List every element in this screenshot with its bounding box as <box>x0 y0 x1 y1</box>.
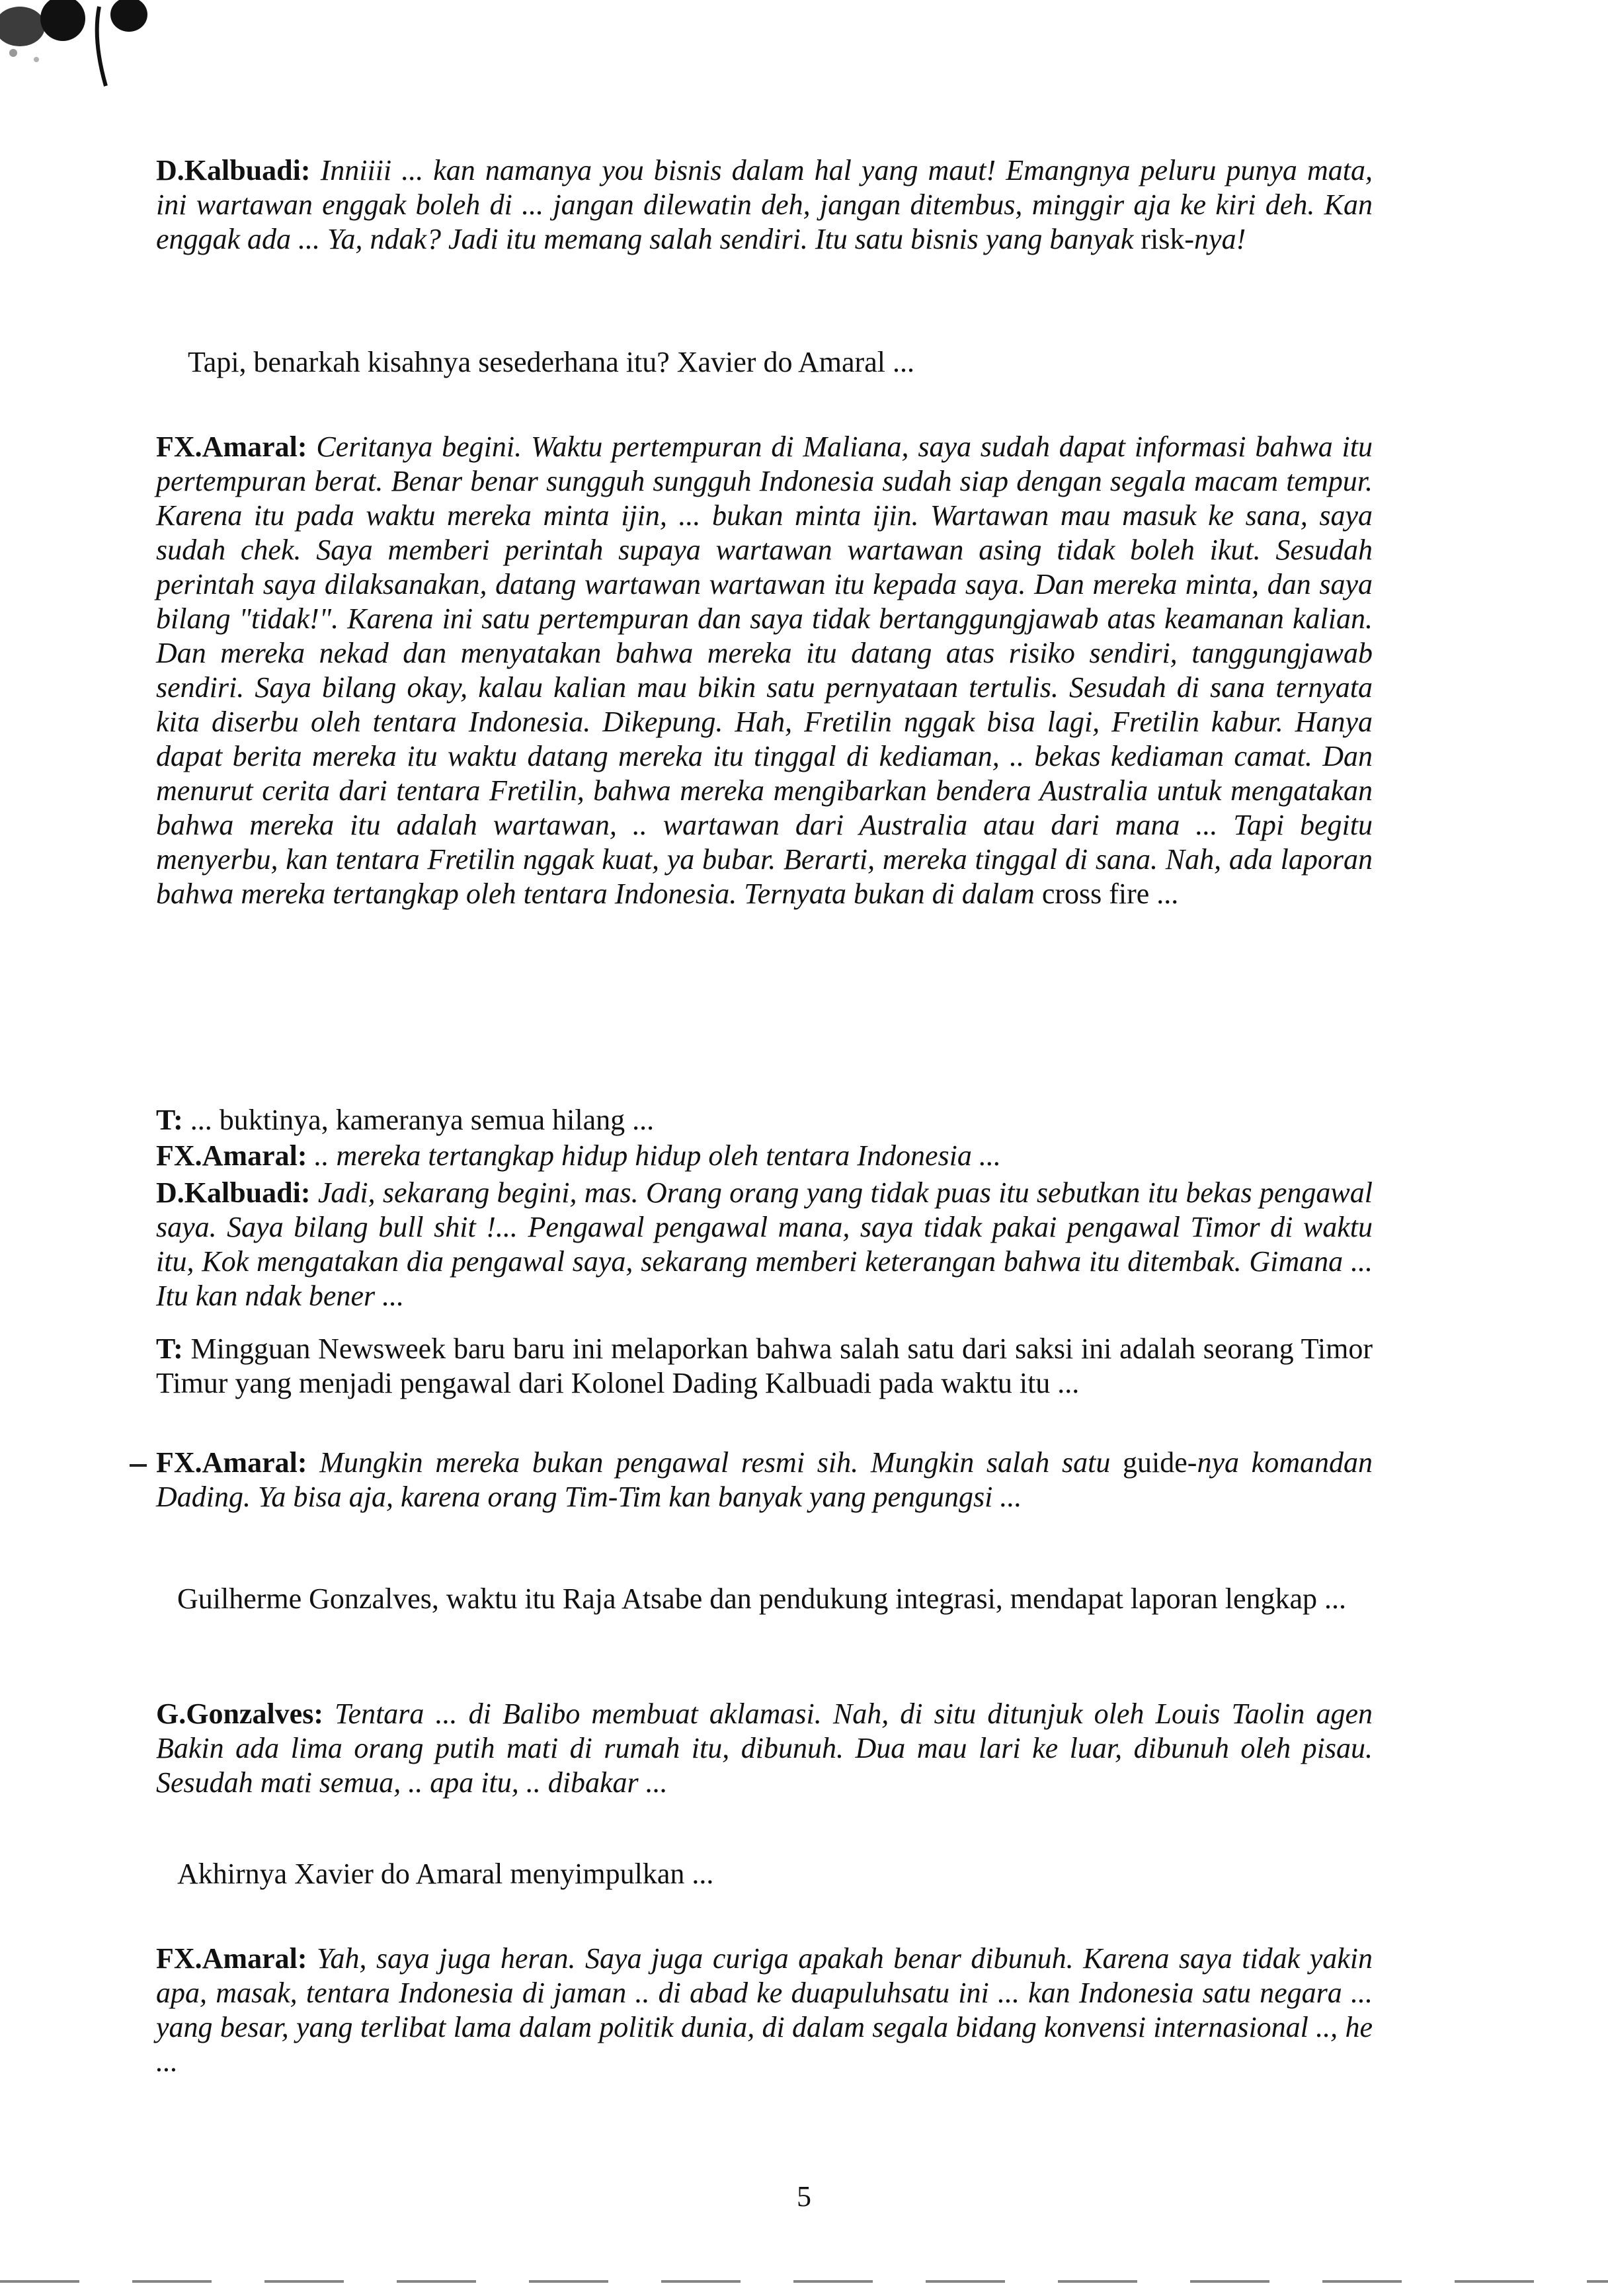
speaker-label: FX.Amaral: <box>156 1139 307 1172</box>
speaker-label: T: <box>156 1332 183 1365</box>
speaker-label: G.Gonzalves: <box>156 1698 323 1730</box>
speaker-label: D.Kalbuadi: <box>156 1176 311 1209</box>
speech-text: Jadi, sekarang begini, mas. Orang orang yang tidak puas itu sebutkan itu bekas pengawal saya. Saya bilang bull shit !... Pengawal pengawal mana, saya tidak pakai pengawal Timor di waktu itu, Kok mengatakan dia pengawal saya, sekarang memberi keterangan bahwa itu ditembak. Gimana ... Itu kan ndak bener ... <box>156 1176 1373 1312</box>
speech-text: Yah, saya juga heran. Saya juga curiga apakah benar dibunuh. Karena saya tidak yakin apa, masak, tentara Indonesia di jaman .. di abad ke duapuluhsatu ini ... kan Indonesia satu negara ... yang besar, yang terlibat lama dalam politik dunia, di dalam segala bidang konvensi internasional .., he ... <box>156 1942 1373 2078</box>
narration-3: Akhirnya Xavier do Amaral menyimpulkan ... <box>177 1858 714 1890</box>
page-number: 5 <box>797 2180 811 2213</box>
paragraph-t-1 <box>156 1103 1373 1137</box>
paragraph-amaral-1 <box>156 430 1373 911</box>
speech-text: Mungkin mereka bukan pengawal resmi sih. Mungkin salah satu <box>307 1446 1123 1479</box>
speaker-label: FX.Amaral: <box>156 430 307 463</box>
paragraph-gonzalves-1 <box>156 1697 1373 1800</box>
speech-text-suffix: -nya komandan Dading. Ya bisa aja, karena orang Tim-Tim kan banyak yang pengungsi ... <box>156 1446 1373 1513</box>
narration-2: Guilherme Gonzalves, waktu itu Raja Atsabe dan pendukung integrasi, mendapat laporan lengkap ... <box>177 1582 1347 1615</box>
speech-text: Ceritanya begini. Waktu pertempuran di Maliana, saya sudah dapat informasi bahwa itu pertempuran berat. Benar benar sungguh sungguh Indonesia sudah siap dengan segala macam tempur. Karena itu pada waktu mereka minta ijin, ... bukan minta ijin. Wartawan mau masuk ke sana, saya sudah chek. Saya memberi perintah supaya wartawan wartawan asing tidak boleh ikut. Sesudah perintah saya dilaksanakan, datang wartawan wartawan itu kepada saya. Dan mereka minta, dan saya bilang "tidak!". Karena ini satu pertempuran dan saya tidak bertanggungjawab atas keamanan kalian. Dan mereka nekad dan menyatakan bahwa mereka itu datang atas risiko sendiri, tanggungjawab sendiri. Saya bilang okay, kalau kalian mau bikin satu pernyataan tertulis. Sesudah di sana ternyata kita diserbu oleh tentara Indonesia. Dikepung. Hah, Fretilin nggak bisa lagi, Fretilin kabur. Hanya dapat berita mereka itu waktu datang mereka itu tinggal di kediaman, .. bekas kediaman camat. Dan menurut cerita dari tentara Fretilin, bahwa mereka mengibarkan bendera Australia untuk mengatakan bahwa mereka itu adalah wartawan, .. wartawan dari Australia atau dari mana ... Tapi begitu menyerbu, kan tentara Fretilin nggak kuat, ya bubar. Berarti, mereka tinggal di sana. Nah, ada laporan bahwa mereka tertangkap oleh tentara Indonesia. Ternyata bukan di dalam <box>156 430 1373 910</box>
speech-text: ... buktinya, kameranya semua hilang ... <box>182 1104 655 1136</box>
speech-text: Mingguan Newsweek baru baru ini melaporkan bahwa salah satu dari saksi ini adalah seorang Timor Timur yang menjadi pengawal dari Kolonel Dading Kalbuadi pada waktu itu ... <box>156 1332 1373 1399</box>
speaker-label: T: <box>156 1104 183 1136</box>
speaker-label: FX.Amaral: <box>156 1942 307 1975</box>
paragraph-amaral-3 <box>156 1446 1373 1514</box>
speech-text: Inniiii ... kan namanya you bisnis dalam hal yang maut! Emangnya peluru punya mata, ini wartawan enggak boleh di ... jangan dilewatin deh, jangan ditembus, minggir aja ke kiri deh. Kan enggak ada ... Ya, ndak? Jadi itu memang salah sendiri. Itu satu bisnis yang banyak <box>156 154 1373 255</box>
paragraph-kalbuadi-1 <box>156 153 1373 257</box>
margin-tick-mark <box>130 1464 147 1467</box>
speaker-label: FX.Amaral: <box>156 1446 307 1479</box>
speech-text: .. mereka tertangkap hidup hidup oleh tentara Indonesia ... <box>307 1139 1001 1172</box>
speech-text-roman: guide <box>1123 1446 1187 1479</box>
speech-text-roman: risk <box>1141 223 1185 255</box>
ink-blot-mark <box>0 0 172 106</box>
speech-text-roman: cross fire ... <box>1041 878 1179 910</box>
speech-text-suffix: -nya! <box>1184 223 1246 255</box>
paragraph-amaral-4 <box>156 1942 1373 2079</box>
speech-text: Tentara ... di Balibo membuat aklamasi. Nah, di situ ditunjuk oleh Louis Taolin agen Bakin ada lima orang putih mati di rumah itu, dibunuh. Dua mau lari ke luar, dibunuh oleh pisau. Sesudah mati semua, .. apa itu, .. dibakar ... <box>156 1698 1373 1799</box>
paragraph-t-2 <box>156 1332 1373 1401</box>
paragraph-amaral-2 <box>156 1139 1373 1173</box>
scan-edge-line <box>0 2280 1608 2283</box>
speaker-label: D.Kalbuadi: <box>156 154 311 186</box>
paragraph-kalbuadi-2 <box>156 1176 1373 1313</box>
narration-1: Tapi, benarkah kisahnya sesederhana itu? Xavier do Amaral ... <box>188 346 914 378</box>
